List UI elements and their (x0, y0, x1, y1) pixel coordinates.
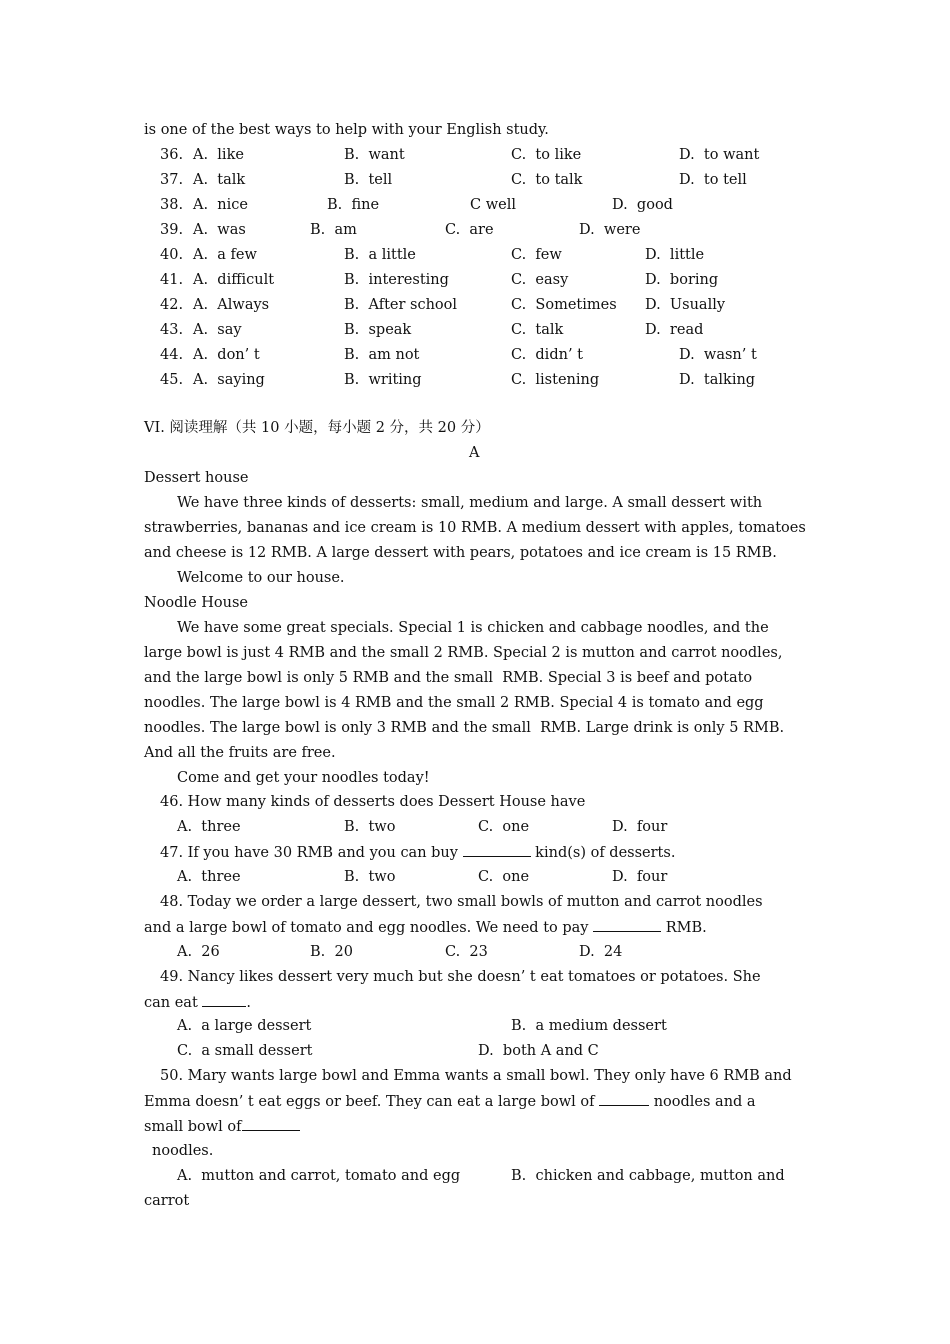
question-49-stem: 49. Nancy likes dessert very much but she doesn’ t eat tomatoes or potatoes. She (160, 969, 761, 985)
question-number: 44. (160, 347, 184, 363)
option: A. difficult (193, 272, 275, 288)
stem-text: can eat (144, 995, 203, 1011)
answer-blank (202, 992, 246, 1007)
stem-text: 47. If you have 30 RMB and you can buy (160, 845, 463, 861)
noodle-para-line: We have some great specials. Special 1 is chicken and cabbage noodles, and the (177, 620, 769, 636)
noodle-para-line: noodles. The large bowl is 4 RMB and the small 2 RMB. Special 4 is tomato and egg (144, 695, 764, 711)
stem-text: noodles and a (649, 1094, 756, 1110)
section-title: VI. 阅读理解（共 10 小题，每小题 2 分，共 20 分） (144, 420, 490, 436)
option: D. Usually (645, 297, 726, 313)
question-47-stem (160, 842, 675, 863)
option: C. talk (511, 322, 564, 338)
option: B. am (310, 222, 357, 238)
option: B. am not (344, 347, 420, 363)
option: C. to talk (511, 172, 583, 188)
option: A. three (177, 819, 241, 835)
noodle-title: Noodle House (144, 595, 248, 611)
dessert-title: Dessert house (144, 470, 249, 486)
option: C. are (445, 222, 494, 238)
question-number: 43. (160, 322, 184, 338)
option: B. writing (344, 372, 422, 388)
option: C. listening (511, 372, 600, 388)
noodle-para-line: And all the fruits are free. (144, 745, 336, 761)
option: B. fine (327, 197, 380, 213)
option: D. 24 (579, 944, 623, 960)
option: D. four (612, 869, 668, 885)
option: B. a medium dessert (511, 1018, 667, 1034)
option: A. Always (193, 297, 270, 313)
stem-text: Emma doesn’ t eat eggs or beef. They can eat a large bowl of (144, 1094, 600, 1110)
stem-text: . (246, 995, 251, 1011)
option: D. four (612, 819, 668, 835)
option: A. 26 (177, 944, 220, 960)
stem-text: small bowl of (144, 1119, 242, 1135)
dessert-para-line: and cheese is 12 RMB. A large dessert with pears, potatoes and ice cream is 15 RMB. (144, 545, 777, 561)
option: D. boring (645, 272, 719, 288)
dessert-welcome: Welcome to our house. (177, 570, 345, 586)
option: A. nice (193, 197, 248, 213)
noodle-para-line: large bowl is just 4 RMB and the small 2 RMB. Special 2 is mutton and carrot noodles, (144, 645, 783, 661)
option: D. talking (679, 372, 756, 388)
dessert-para-line: strawberries, bananas and ice cream is 10 RMB. A medium dessert with apples, tomatoes (144, 520, 806, 536)
passage-label: A (469, 445, 480, 461)
option: B. After school (344, 297, 458, 313)
question-number: 37. (160, 172, 184, 188)
question-number: 36. (160, 147, 184, 163)
option: C. to like (511, 147, 582, 163)
option: C. one (478, 819, 530, 835)
question-46-stem: 46. How many kinds of desserts does Dessert House have (160, 794, 586, 810)
dessert-para-line: We have three kinds of desserts: small, medium and large. A small dessert with (177, 495, 763, 511)
answer-blank (593, 917, 661, 932)
answer-blank (599, 1091, 649, 1106)
option: D. to tell (679, 172, 747, 188)
option: B. tell (344, 172, 393, 188)
option: A. mutton and carrot, tomato and egg (177, 1168, 461, 1184)
option: B. chicken and cabbage, mutton and (511, 1168, 785, 1184)
question-50-stem-cont (144, 1116, 300, 1137)
answer-blank (463, 842, 531, 857)
option: A. a few (193, 247, 257, 263)
question-number: 39. (160, 222, 184, 238)
answer-blank (242, 1116, 300, 1131)
question-number: 40. (160, 247, 184, 263)
option: A. saying (193, 372, 265, 388)
option: C well (470, 197, 516, 213)
option: D. read (645, 322, 704, 338)
option: A. a large dessert (177, 1018, 312, 1034)
question-number: 42. (160, 297, 184, 313)
option: D. to want (679, 147, 760, 163)
noodle-para-line: and the large bowl is only 5 RMB and the small RMB. Special 3 is beef and potato (144, 670, 753, 686)
noodle-para-line: noodles. The large bowl is only 3 RMB and the small RMB. Large drink is only 5 RMB. (144, 720, 785, 736)
intro-line: is one of the best ways to help with your English study. (144, 122, 549, 138)
question-50-stem-cont: noodles. (152, 1143, 214, 1159)
option: B. 20 (310, 944, 353, 960)
stem-text: RMB. (661, 920, 707, 936)
option: B. two (344, 869, 396, 885)
option: D. both A and C (478, 1043, 599, 1059)
option: B. interesting (344, 272, 449, 288)
option: C. easy (511, 272, 569, 288)
question-number: 41. (160, 272, 184, 288)
option: C. Sometimes (511, 297, 617, 313)
option: B. a little (344, 247, 416, 263)
option: D. were (579, 222, 641, 238)
question-49-stem-cont (144, 992, 251, 1013)
stem-text: kind(s) of desserts. (530, 845, 676, 861)
question-50-stem-cont (144, 1091, 756, 1112)
noodle-come: Come and get your noodles today! (177, 770, 430, 786)
option: A. say (193, 322, 242, 338)
option: C. 23 (445, 944, 488, 960)
question-48-stem-cont (144, 917, 707, 938)
stem-text: and a large bowl of tomato and egg noodles. We need to pay (144, 920, 594, 936)
option: C. didn’ t (511, 347, 583, 363)
option-cont: carrot (144, 1193, 190, 1209)
option: A. don’ t (193, 347, 260, 363)
option: D. little (645, 247, 705, 263)
option: C. one (478, 869, 530, 885)
option: A. like (193, 147, 244, 163)
option: C. few (511, 247, 562, 263)
option: A. talk (193, 172, 246, 188)
option: B. two (344, 819, 396, 835)
option: B. want (344, 147, 405, 163)
option: A. three (177, 869, 241, 885)
question-number: 45. (160, 372, 184, 388)
question-48-stem: 48. Today we order a large dessert, two small bowls of mutton and carrot noodles (160, 894, 763, 910)
question-number: 38. (160, 197, 184, 213)
question-50-stem: 50. Mary wants large bowl and Emma wants a small bowl. They only have 6 RMB and (160, 1068, 792, 1084)
option: B. speak (344, 322, 412, 338)
option: C. a small dessert (177, 1043, 313, 1059)
option: D. wasn’ t (679, 347, 757, 363)
option: A. was (193, 222, 246, 238)
option: D. good (612, 197, 673, 213)
